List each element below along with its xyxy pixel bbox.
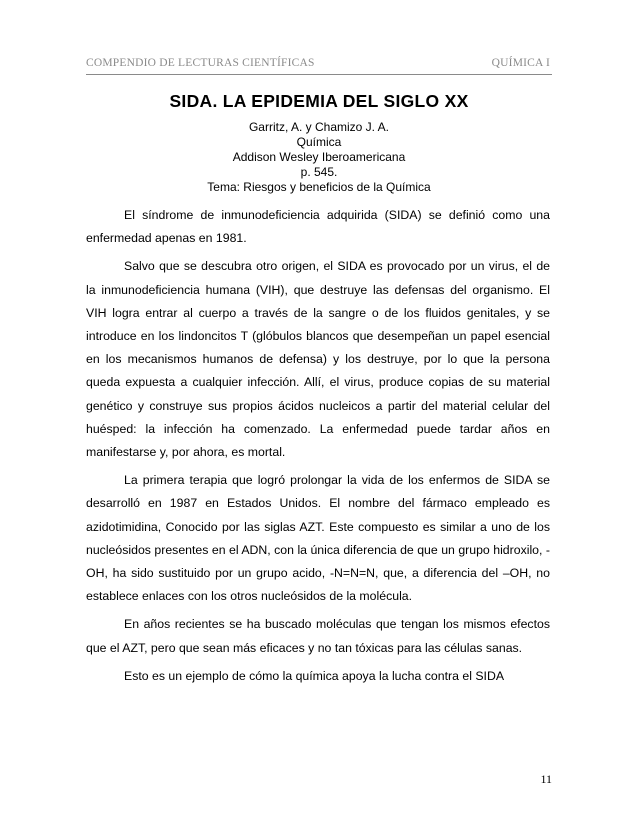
citation-topic: Tema: Riesgos y beneficios de la Química — [207, 180, 431, 194]
article-body — [86, 204, 550, 693]
citation-page: p. 545. — [300, 165, 338, 179]
article-title: SIDA. LA EPIDEMIA DEL SIGLO XX — [169, 91, 469, 111]
paragraph: El síndrome de inmunodeficiencia adquirida (SIDA) se definió como una enfermedad apenas en 1981. — [86, 208, 550, 246]
header-compendium-title: COMPENDIO DE LECTURAS CIENTÍFICAS — [86, 57, 315, 69]
paragraph: La primera terapia que logró prolongar la vida de los enfermos de SIDA se desarrolló en 1987 en Estados Unidos. El nombre del fármaco empleado es azidotimidina, Conocido por las siglas AZT. Este compuesto es similar a uno de los nucleósidos presentes en el ADN, con la única diferencia de que un grupo hidroxilo, -OH, ha sido sustituido por un grupo acido, -N=N=N, que, a diferencia del –OH, no establece enlaces con los otros nucleósidos de la molécula. — [86, 473, 550, 604]
citation-publisher: Addison Wesley Iberoamericana — [232, 150, 406, 164]
citation-book: Química — [296, 135, 342, 149]
page-number: 11 — [540, 772, 552, 786]
article-citation — [0, 120, 638, 195]
header-subject: QUÍMICA I — [491, 57, 550, 69]
paragraph: Esto es un ejemplo de cómo la química apoya la lucha contra el SIDA — [124, 668, 505, 683]
citation-authors: Garritz, A. y Chamizo J. A. — [248, 120, 390, 134]
paragraph: Salvo que se descubra otro origen, el SIDA es provocado por un virus, el de la inmunodeficiencia humana (VIH), que destruye las defensas del organismo. El VIH logra entrar al cuerpo a través de la sangre o de los fluidos genitales, y se introduce en los lindoncitos T (glóbulos blancos que desempeñan un papel esencial en los mecanismos humanos de defensa) y los destruye, por lo que la persona queda expuesta a cualquier infección. Allí, el virus, produce copias de su material genético y construye sus propios ácidos nucleicos a partir del material celular del huésped: la infección ha comenzado. La enfermedad puede tardar años en manifestarse y, por ahora, es mortal. — [86, 259, 550, 460]
running-header — [86, 42, 552, 75]
paragraph: En años recientes se ha buscado moléculas que tengan los mismos efectos que el AZT, pero que sean más eficaces y no tan tóxicas para las células sanas. — [86, 617, 550, 655]
